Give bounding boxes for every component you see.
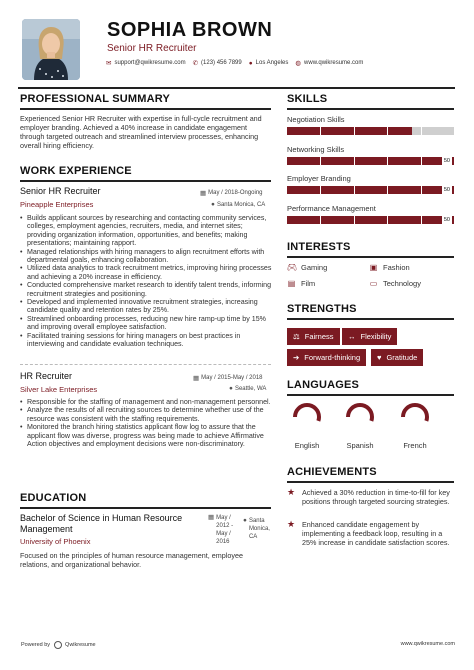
arrows-horizontal-icon: ↔ — [348, 332, 356, 341]
summary-heading: PROFESSIONAL SUMMARY — [20, 93, 171, 105]
education-text: Focused on the principles of human resource management, employee relations, and organizational behavior. — [20, 551, 243, 569]
job-divider — [20, 364, 271, 365]
job-company: Pineapple Enterprises — [20, 200, 94, 209]
strengths-rule — [287, 318, 454, 320]
skill-bar-divider — [354, 186, 355, 194]
experience-rule — [20, 180, 271, 182]
heart-icon: ♥ — [377, 353, 382, 362]
qwikresume-logo-icon — [54, 641, 62, 649]
languages-heading: LANGUAGES — [287, 379, 360, 391]
candidate-role: Senior HR Recruiter — [107, 43, 197, 54]
skill-bar-divider — [387, 186, 388, 194]
language-name: French — [403, 441, 427, 450]
skills-rule — [287, 108, 454, 110]
skill-label: Performance Management — [287, 203, 376, 213]
language-level-ring — [400, 402, 430, 432]
job-bullets — [20, 398, 272, 448]
language-name: Spanish — [346, 441, 374, 450]
footer-powered-by: Powered by Qwikresume — [21, 642, 96, 648]
achievements-heading: ACHIEVEMENTS — [287, 466, 377, 478]
skill-bar-divider — [421, 127, 422, 135]
skill-bar-divider — [354, 127, 355, 135]
list-item: • Managed relationships with hiring managers to align recruitment efforts with departmental goals, enhancing collaboration. — [20, 248, 272, 265]
skill-bar-divider — [387, 216, 388, 224]
interest-technology: ▭ Technology — [369, 279, 421, 288]
interest-fashion: ▣ Fashion — [369, 263, 410, 272]
skill-bar-fill — [287, 127, 412, 135]
degree-title: Bachelor of Science in Human Resource Management — [20, 513, 183, 534]
strengths-heading: STRENGTHS — [287, 303, 357, 315]
interest-film: ▤ Film — [287, 279, 316, 288]
job-location: ● Santa Monica, CA — [211, 201, 266, 208]
contact-email[interactable]: ✉ support@qwikresume.com — [106, 60, 186, 67]
footer-website[interactable]: www.qwikresume.com — [400, 641, 455, 647]
list-item: • Streamlined onboarding processes, reducing new hire ramp-up time by 15% and improving overall employee satisfaction. — [20, 315, 272, 332]
contact-location: ● Los Angeles — [248, 59, 289, 67]
education-location: ● Santa Monica, CA — [243, 517, 270, 540]
location-pin-icon: ● — [243, 517, 247, 524]
skill-bar — [287, 157, 454, 165]
skill-bar — [287, 186, 454, 194]
list-item: • Analyze the results of all recruiting sources to determine whether use of the resource was consistent with the staffing requirements. — [20, 406, 272, 423]
candidate-name: SOPHIA BROWN — [107, 19, 273, 41]
list-item: • Conducted comprehensive market research to identify talent trends, informing recruitment strategies and positioning. — [20, 281, 272, 298]
job-title: Senior HR Recruiter — [20, 186, 101, 196]
location-pin-icon: ● — [229, 385, 233, 392]
job-company: Silver Lake Enterprises — [20, 385, 98, 394]
skill-bar-divider — [387, 127, 388, 135]
phone-icon: ✆ — [192, 60, 199, 67]
location-pin-icon: ● — [248, 59, 253, 67]
skill-value: 50 — [443, 157, 450, 164]
strength-tag: ⚖ Fairness — [287, 328, 340, 345]
list-item: • Responsible for the staffing of management and non-management personnel. — [20, 398, 272, 406]
skill-bar-divider — [320, 186, 321, 194]
star-flag-icon: ★ — [287, 487, 296, 497]
experience-heading: WORK EXPERIENCE — [20, 165, 132, 177]
job-title: HR Recruiter — [20, 371, 73, 381]
skill-bar-divider — [421, 157, 422, 165]
film-icon: ▤ — [287, 279, 296, 288]
skills-heading: SKILLS — [287, 93, 328, 105]
list-item: • Builds applicant sources by researching and contacting community services, colleges, employment agencies, recruiters, media, and internet sites; providing organization information, opportunities, and benefits; making presentations; maintaining rapport. — [20, 214, 272, 248]
skill-bar-divider — [320, 216, 321, 224]
skill-bar-divider — [320, 157, 321, 165]
education-heading: EDUCATION — [20, 492, 87, 504]
school-name: University of Phoenix — [20, 537, 91, 546]
skill-bar-divider — [320, 127, 321, 135]
skill-label: Networking Skills — [287, 144, 345, 154]
job-bullets — [20, 214, 272, 349]
calendar-icon: ▦ — [208, 514, 215, 521]
job-location: ● Seattle, WA — [229, 385, 267, 392]
skill-value: 50 — [443, 216, 450, 223]
laptop-icon: ▭ — [369, 279, 378, 288]
job-dates: ▦ May / 2015-May / 2018 — [193, 375, 263, 382]
strength-tag: ♥ Gratitude — [371, 349, 423, 366]
contact-website[interactable]: ◍ www.qwikresume.com — [295, 60, 364, 67]
interest-gaming: 🎮︎ Gaming — [287, 263, 328, 272]
language-name: English — [294, 441, 320, 450]
skill-bar-divider — [354, 157, 355, 165]
arrow-right-icon: ➔ — [293, 353, 300, 362]
achievement-item: Enhanced candidate engagement by implementing a feedback loop, resulting in a 25% increase in candidate satisfaction scores. — [302, 520, 450, 547]
skill-bar-fill — [287, 157, 454, 165]
skill-bar — [287, 216, 454, 224]
calendar-icon: ▦ — [200, 190, 207, 197]
skill-bar — [287, 127, 454, 135]
skill-bar-divider — [354, 216, 355, 224]
strength-tag: ↔ Flexibility — [342, 328, 397, 345]
header-divider — [18, 87, 455, 89]
location-pin-icon: ● — [211, 201, 215, 208]
interests-rule — [287, 256, 454, 258]
skill-bar-divider — [421, 216, 422, 224]
calendar-icon: ▦ — [193, 375, 200, 382]
interests-heading: INTERESTS — [287, 241, 351, 253]
profile-photo — [22, 19, 80, 80]
gamepad-icon: 🎮︎ — [287, 263, 298, 272]
skill-bar-fill — [287, 216, 454, 224]
skill-label: Negotiation Skills — [287, 115, 345, 124]
list-item: • Utilized data analytics to track recruitment metrics, improving hiring processes and achieving a 20% increase in efficiency. — [20, 264, 272, 281]
star-flag-icon: ★ — [287, 519, 296, 529]
globe-icon: ◍ — [295, 60, 302, 67]
list-item: • Facilitated training sessions for hiring managers on best practices in interviewing and candidate evaluation techniques. — [20, 332, 272, 349]
job-dates: ▦ May / 2018-Ongoing — [200, 190, 263, 197]
skill-bar-divider — [421, 186, 422, 194]
education-dates: ▦ May / 2012 - May / 2016 — [208, 514, 234, 545]
balance-scale-icon: ⚖ — [293, 332, 300, 341]
list-item: • Developed and implemented innovative recruitment strategies, increasing candidate quality and retention rates by 25%. — [20, 298, 272, 315]
language-level-ring — [292, 402, 322, 432]
shopping-bag-icon: ▣ — [369, 263, 378, 272]
summary-text: Experienced Senior HR Recruiter with expertise in full-cycle recruitment and employer branding. Achieved a 40% increase in candidate engagement through targeted outreach and streamlined interview processes, enhancing overall hiring efficiency. — [20, 114, 262, 150]
achievements-rule — [287, 481, 454, 483]
mail-icon: ✉ — [106, 60, 112, 67]
skill-value: 50 — [443, 187, 450, 193]
list-item: • Monitored the branch hiring statistics applicant flow log to assure that the applicant flow was diverse, progress was being made to achieve Affirmative Action objectives and employment decisions were non-discriminatory. — [20, 423, 272, 448]
contact-phone[interactable]: ✆ (123) 456 7899 — [192, 60, 242, 67]
languages-rule — [287, 394, 454, 396]
skill-label: Employer Branding — [287, 174, 351, 183]
skill-bar-fill — [287, 186, 454, 194]
strength-tag: ➔ Forward-thinking — [287, 349, 366, 366]
language-level-ring — [345, 402, 375, 432]
education-rule — [20, 507, 271, 509]
contact-bar — [106, 59, 370, 67]
achievement-item: Achieved a 30% reduction in time-to-fill for key positions through targeted sourcing strategies. — [302, 488, 450, 506]
skill-bar-divider — [387, 157, 388, 165]
summary-rule — [20, 108, 271, 110]
